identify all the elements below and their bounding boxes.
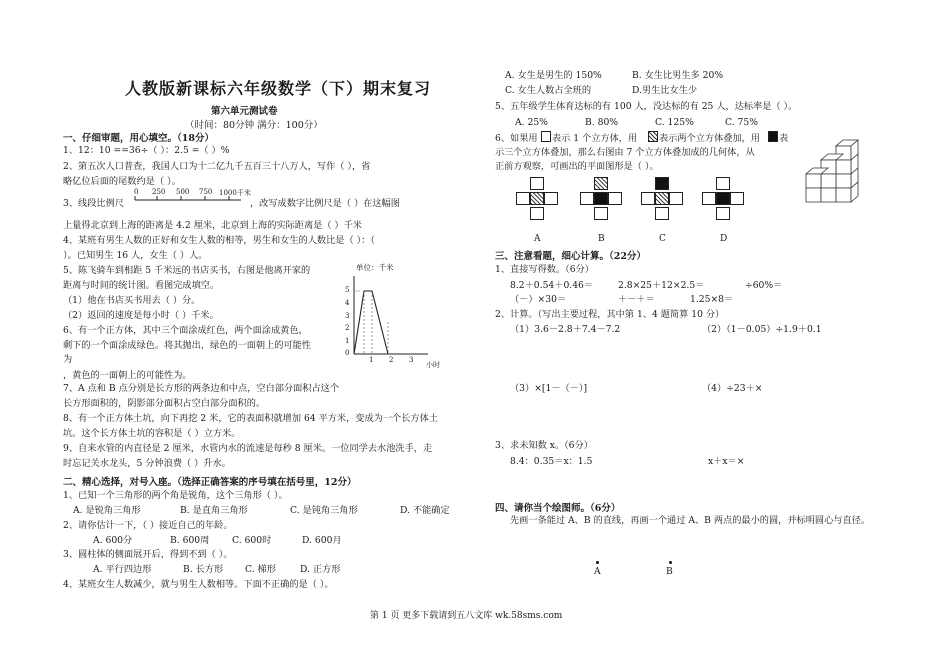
cube-face-3 [836, 174, 851, 188]
cell [594, 192, 608, 205]
option-figure-d [702, 177, 746, 237]
cell [530, 192, 544, 205]
triple-cube-icon [768, 131, 778, 142]
choice-2: 2、请你估计一下，（ ）接近自己的年龄。 [63, 520, 233, 531]
question-3-line-1b: ，改写成数字比例尺是（ ）在这幅图 [250, 198, 400, 209]
graph-x-tick-3: 3 [409, 356, 414, 364]
calc-1-r1-1: 8.2＋0.54＋0.46＝ [510, 280, 594, 291]
calc-1-title: 1、直接写得数。（6分） [495, 264, 594, 275]
graph-x-tick-1: 1 [369, 356, 374, 364]
cell [716, 177, 730, 190]
scale-tick-250: 250 [152, 188, 166, 196]
cell [716, 192, 730, 205]
graph-y-tick-1: 1 [345, 337, 350, 345]
graph-y-tick-3: 3 [345, 312, 350, 320]
page-footer: 第 1 页 更多下载请到五八文库 wk.58sms.com [370, 611, 563, 621]
exam-info: （时间：80分钟 满分：100分） [185, 120, 323, 131]
question-5-line-1: 5、陈飞骑车到相距 5 千米远的书店买书，右图是他离开家的 [63, 265, 311, 276]
question-9-line-1: 9、自来水管的内直径是 2 厘米，水管内水的流速是每秒 8 厘米。一位同学去水池洗手，走 [63, 443, 433, 454]
section-3-title: 三、注意看题，细心计算。（22分） [495, 251, 646, 262]
calc-2-item-4: （4）÷23＋× [702, 383, 763, 394]
exam-subtitle: 第六单元测试卷 [211, 106, 278, 117]
calc-1-r1-2: 2.8×25＋12×2.5＝ [618, 280, 705, 291]
question-5-sub-2: （2）返回的速度是每小时（ ）千米。 [63, 310, 219, 321]
section-2-title: 二、精心选择，对号入座。（选择正确答案的序号填在括号里，12分） [63, 477, 357, 488]
calc-2-item-1: （1）3.6－2.8＋7.4－7.2 [510, 324, 621, 335]
question-8-line-2: 坑。这个长方体土坑的容积是（ ）立方米。 [63, 428, 241, 439]
drawing-instruction: 先画一条能过 A、B 的直线，再画一个通过 A、B 两点的最小的圆，并标明圆心与直径。 [510, 515, 871, 526]
choice-2-option-a: A. 600分 [93, 535, 133, 546]
choice-1: 1、已知一个三角形的两个角是锐角，这个三角形（ ）。 [63, 490, 288, 501]
cell [580, 192, 594, 205]
question-6-line-4: ，黄色的一面朝上的可能性为。 [63, 370, 192, 381]
scale-bar [133, 188, 251, 208]
choice-2-option-b: B. 600周 [170, 535, 210, 546]
cube-face-5 [821, 174, 836, 188]
choice-4-option-c: C. 女生人数占全班的 [505, 85, 592, 96]
cell [716, 207, 730, 220]
cube-face-2 [836, 160, 851, 174]
choice-5: 5、五年级学生体育达标的有 100 人，没达标的有 25 人，达标率是（ ）。 [495, 101, 798, 112]
choice-4: 4、某班女生人数减少，就与男生人数相等。下面不正确的是（ ）。 [63, 579, 334, 590]
cube-face-8 [821, 188, 836, 202]
choice-3: 3、圆柱体的侧面展开后，得到不到（ ）。 [63, 549, 233, 560]
cube-face-7 [806, 188, 821, 202]
question-3-line-1a: 3、线段比例尺 [63, 198, 124, 209]
choice-3-option-b: B. 长方形 [183, 564, 224, 575]
cell [730, 192, 744, 205]
scale-tick-500: 500 [176, 188, 190, 196]
cell [544, 192, 558, 205]
calc-3-item-2: x＋x＝× [708, 456, 745, 467]
choice-1-option-c: C. 是钝角三角形 [290, 505, 358, 516]
calc-3-title: 3、求未知数 x。（6分） [495, 440, 593, 451]
choice-2-option-d: D. 600月 [302, 535, 342, 546]
question-4-line-1: 4、某班有男生人数的正好和女生人数的相等，男生和女生的人数比是（ ）：（ [63, 235, 375, 246]
option-figure-b [580, 177, 624, 237]
cell [594, 177, 608, 190]
option-label-a: A [534, 234, 541, 244]
cell [530, 207, 544, 220]
choice-2-option-c: C. 600时 [232, 535, 272, 546]
graph-y-tick-4: 4 [345, 299, 350, 307]
choice-1-option-b: B. 是直角三角形 [180, 505, 248, 516]
question-5-line-2: 距离与时间的统计图。看图完成填空。 [63, 280, 220, 291]
graph-title: 单位：千米 [356, 263, 394, 272]
section-1-title: 一、仔细审题，用心填空。（18分） [63, 133, 214, 144]
choice-5-option-a: A. 25% [515, 117, 548, 128]
cell [530, 177, 544, 190]
calc-2-item-3: （3）×[1－（－）] [510, 383, 588, 394]
calc-1-r2-2: ＋－＋＝ [618, 294, 655, 305]
option-figure-a [516, 177, 560, 237]
section-4-title: 四、请你当个绘图师。（6分） [495, 503, 621, 514]
choice-4-option-a: A. 女生是男生的 150% [505, 70, 602, 81]
choice-3-option-d: D. 正方形 [300, 564, 341, 575]
point-b-label: B [666, 566, 673, 577]
question-4-line-2: ）。已知男生 16 人，女生（ ）人。 [63, 250, 208, 261]
scale-tick-750: 750 [199, 188, 213, 196]
calc-2-item-2: （2）（1－0.05）÷1.9＋0.1 [702, 324, 822, 335]
choice-5-option-c: C. 125% [655, 117, 694, 128]
page-title: 人教版新课标六年级数学（下）期末复习 [125, 79, 432, 98]
choice-5-option-b: B. 80% [585, 117, 619, 128]
choice-5-option-d: C. 75% [725, 117, 758, 128]
point-a-dot [596, 561, 599, 564]
question-6-line-3: 为 [63, 354, 73, 365]
single-cube-icon [541, 131, 551, 142]
choice-6-line-1d: 表 [779, 133, 789, 144]
choice-6-line-1c: 表示两个立方体叠加，用 [659, 133, 761, 144]
calc-3-item-1: 8.4：0.35＝x：1.5 [510, 456, 593, 467]
question-3-line-2: 上量得北京到上海的距离是 4.2 厘米，北京到上海的实际距离是（ ）千米 [63, 220, 362, 231]
choice-6-line-1a: 6、如果用 [495, 133, 538, 144]
calc-1-r1-3: ÷60%＝ [745, 280, 783, 291]
choice-6-line-1b: 表示 1 个立方体，用 [552, 133, 638, 144]
choice-1-option-d: D. 不能确定 [400, 505, 450, 516]
cell [608, 192, 622, 205]
choice-1-option-a: A. 是锐角三角形 [73, 505, 141, 516]
cube-face-6 [806, 174, 821, 188]
graph-x-tick-2: 2 [389, 356, 394, 364]
choice-3-option-c: C. 梯形 [245, 564, 276, 575]
question-6-line-1: 6、有一个正方体，其中三个面涂成红色，两个面涂成黄色， [63, 325, 308, 336]
question-6-line-2: 剩下的一个面涂成绿色。将其抛出，绿色的一面朝上的可能性 [63, 340, 312, 351]
option-label-d: D [720, 234, 728, 244]
question-9-line-2: 时忘记关水龙头，5 分钟浪费（ ）升水。 [63, 458, 231, 469]
distance-time-graph [340, 262, 450, 370]
choice-6-line-3: 正前方观察，可画出的平面图形是（ ）。 [495, 161, 659, 172]
scale-tick-1000: 1000千米 [219, 189, 251, 197]
calc-1-r2-1: （－）×30＝ [510, 294, 567, 305]
cell [655, 177, 669, 190]
cell [669, 192, 683, 205]
option-label-b: B [598, 234, 605, 244]
point-a-label: A [594, 566, 601, 577]
question-5-sub-1: （1）他在书店买书用去（ ）分。 [63, 295, 201, 306]
option-figure-c [641, 177, 685, 237]
choice-4-option-d: D.男生比女生少 [632, 85, 698, 96]
calc-2-title: 2、计算。（写出主要过程，其中第 1、4 题简算 10 分） [495, 309, 725, 320]
cell [594, 207, 608, 220]
option-label-c: C [659, 234, 666, 244]
choice-6-line-2: 示三个立方体叠加，那么右图由 7 个立方体叠加成的几何体，从 [495, 147, 755, 158]
double-cube-icon [648, 131, 658, 142]
cell [655, 207, 669, 220]
question-7-line-1: 7、A 点和 B 点分别是长方形的两条边和中点，空白部分面积占这个 [63, 383, 340, 394]
cell [516, 192, 530, 205]
question-2-line-1: 2、第五次人口普查，我国人口为十二亿九千五百三十八万人，写作（ ），省 [63, 161, 371, 172]
question-8-line-1: 8、有一个正方体土坑，向下再挖 2 米，它的表面积就增加 64 平方米，变成为一个长方体土 [63, 413, 438, 424]
choice-4-option-b: B. 女生比男生多 20% [632, 70, 724, 81]
question-1: 1、12：10 ==36÷（ ）：2.5 =（ ）% [63, 145, 230, 156]
graph-x-unit: 小时 [426, 361, 440, 369]
question-2-line-2: 略亿位后面的尾数约是（ ）。 [63, 176, 181, 187]
cube-face-9 [836, 188, 851, 202]
choice-3-option-a: A. 平行四边形 [93, 564, 152, 575]
question-7-line-2: 长方形面积的，阴影部分面积占空白部分面积的。 [63, 398, 266, 409]
graph-y-tick-0: 0 [345, 349, 350, 357]
point-b-dot [669, 561, 672, 564]
cell [655, 192, 669, 205]
graph-canvas [340, 262, 450, 370]
stacked-cubes-figure [796, 138, 886, 224]
scale-tick-0: 0 [134, 188, 139, 196]
cell [641, 192, 655, 205]
calc-1-r2-3: 1.25×8＝ [690, 294, 734, 305]
cell [702, 192, 716, 205]
graph-y-tick-5: 5 [345, 286, 350, 294]
graph-y-tick-2: 2 [345, 324, 350, 332]
